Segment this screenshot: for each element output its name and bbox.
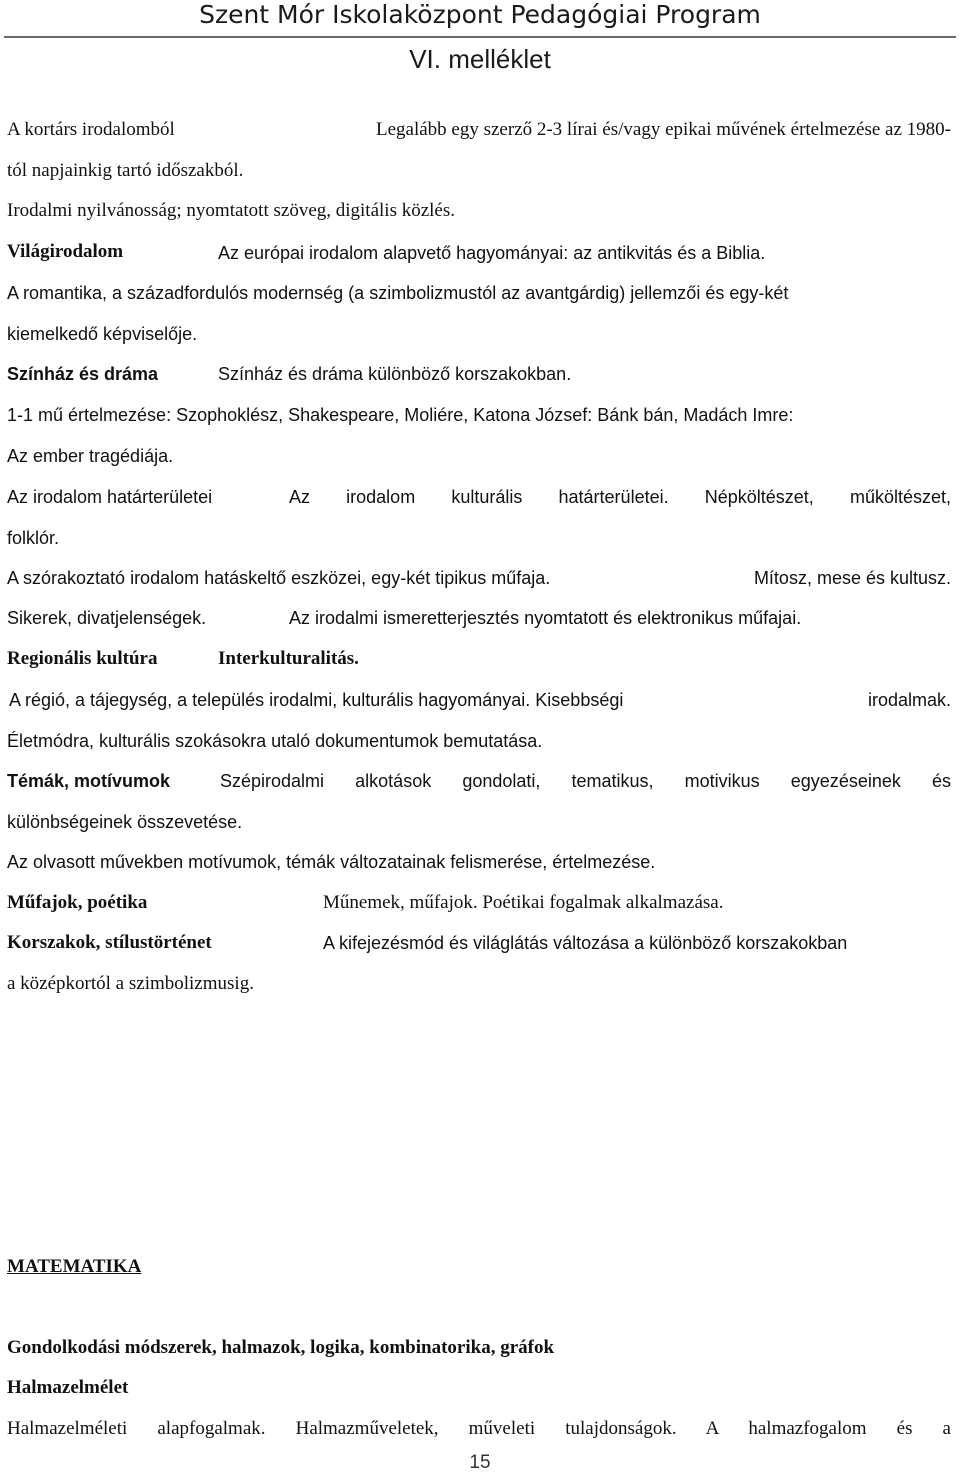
text-mufajok: Műnemek, műfajok. Poétikai fogalmak alkalmazása. xyxy=(323,892,724,913)
text-vilagirodalom: Az európai irodalom alapvető hagyományai: az antikvitás és a Biblia. xyxy=(218,243,766,263)
text-temak: Szépirodalmi alkotások gondolati, tematikus, motivikus egyezéseinek és xyxy=(220,771,951,791)
topic-korszakok: Korszakok, stílustörténet xyxy=(7,932,212,953)
header-divider xyxy=(4,36,956,38)
subsection-halmazelmelet: Halmazelmélet xyxy=(7,1377,129,1398)
text-folklor: folklór. xyxy=(7,528,60,548)
text-irodalmak: irodalmak. xyxy=(867,690,951,710)
text-romantika xyxy=(7,281,951,305)
text-szorakoztato: A szórakoztató irodalom hatáskeltő eszközei, egy-két tipikus műfaja. xyxy=(7,568,551,588)
row-kortars xyxy=(7,118,951,142)
topic-hatarteruletek: Az irodalom határterületei xyxy=(7,487,213,507)
text-szinhaz: Színház és dráma különböző korszakokban. xyxy=(218,364,572,384)
topic-temak: Témák, motívumok xyxy=(7,771,171,791)
topic-kortars: A kortárs irodalomból xyxy=(7,119,175,140)
topic-szinhaz: Színház és dráma xyxy=(7,364,159,384)
text-hatarteruletek: Az irodalom kulturális határterületei. Népköltészet, műköltészet, xyxy=(289,487,951,507)
text-tragediaja: Az ember tragédiája. xyxy=(7,446,174,466)
text-regio: A régió, a tájegység, a település irodalmi, kulturális hagyományai. Kisebbségi xyxy=(9,690,624,710)
text-motivumok: Az olvasott művekben motívumok, témák változatainak felismerése, értelmezése. xyxy=(7,852,656,872)
subsection-gondolkodasi: Gondolkodási módszerek, halmazok, logika, kombinatorika, gráfok xyxy=(7,1337,555,1358)
topic-interkulturalitas: Interkulturalitás. xyxy=(218,648,359,669)
text-kulonbsegeinek: különbségeinek összevetése. xyxy=(7,812,243,832)
text-romantika-content: A romantika, a századfordulós modernség (a szimbolizmustól az avantgárdig) jellemzői és egy-két xyxy=(7,283,789,303)
text-sikerek: Sikerek, divatjelenségek. xyxy=(7,608,207,628)
text-halmazelmelet: Halmazelméleti alapfogalmak. Halmazműveletek, műveleti tulajdonságok. A halmazfogalom és a xyxy=(7,1418,951,1439)
text-kozepkortol: a középkortól a szimbolizmusig. xyxy=(7,973,254,994)
text-mitosz: Mítosz, mese és kultusz. xyxy=(753,568,951,588)
text-nyilvanossag: Irodalmi nyilvánosság; nyomtatott szöveg, digitális közlés. xyxy=(7,200,456,221)
section-title-matematika: MATEMATIKA xyxy=(7,1256,142,1277)
text-korszakok: A kifejezésmód és világlátás változása a különböző korszakokban xyxy=(323,933,848,953)
text-kortars: Legalább egy szerző 2-3 lírai és/vagy epikai művének értelmezése az 1980- xyxy=(375,119,951,140)
text-kortars-cont: tól napjainkig tartó időszakból. xyxy=(7,160,244,181)
page-header-appendix: VI. melléklet xyxy=(409,44,551,74)
text-ismeretterjesztes: Az irodalmi ismeretterjesztés nyomtatott és elektronikus műfajai. xyxy=(289,608,802,628)
topic-mufajok: Műfajok, poétika xyxy=(7,892,148,913)
text-mu-ertelmezes: 1-1 mű értelmezése: Szophoklész, Shakespeare, Moliére, Katona József: Bánk bán, Madách Imre: xyxy=(7,405,794,425)
text-eletmod: Életmódra, kulturális szokásokra utaló dokumentumok bemutatása. xyxy=(7,731,543,751)
topic-regionalis: Regionális kultúra xyxy=(7,648,158,669)
page-number: 15 xyxy=(469,1452,491,1473)
page-header-school: Szent Mór Iskolaközpont Pedagógiai Program xyxy=(199,0,761,29)
topic-vilagirodalom: Világirodalom xyxy=(7,241,124,262)
text-kepviseloje: kiemelkedő képviselője. xyxy=(7,324,198,344)
